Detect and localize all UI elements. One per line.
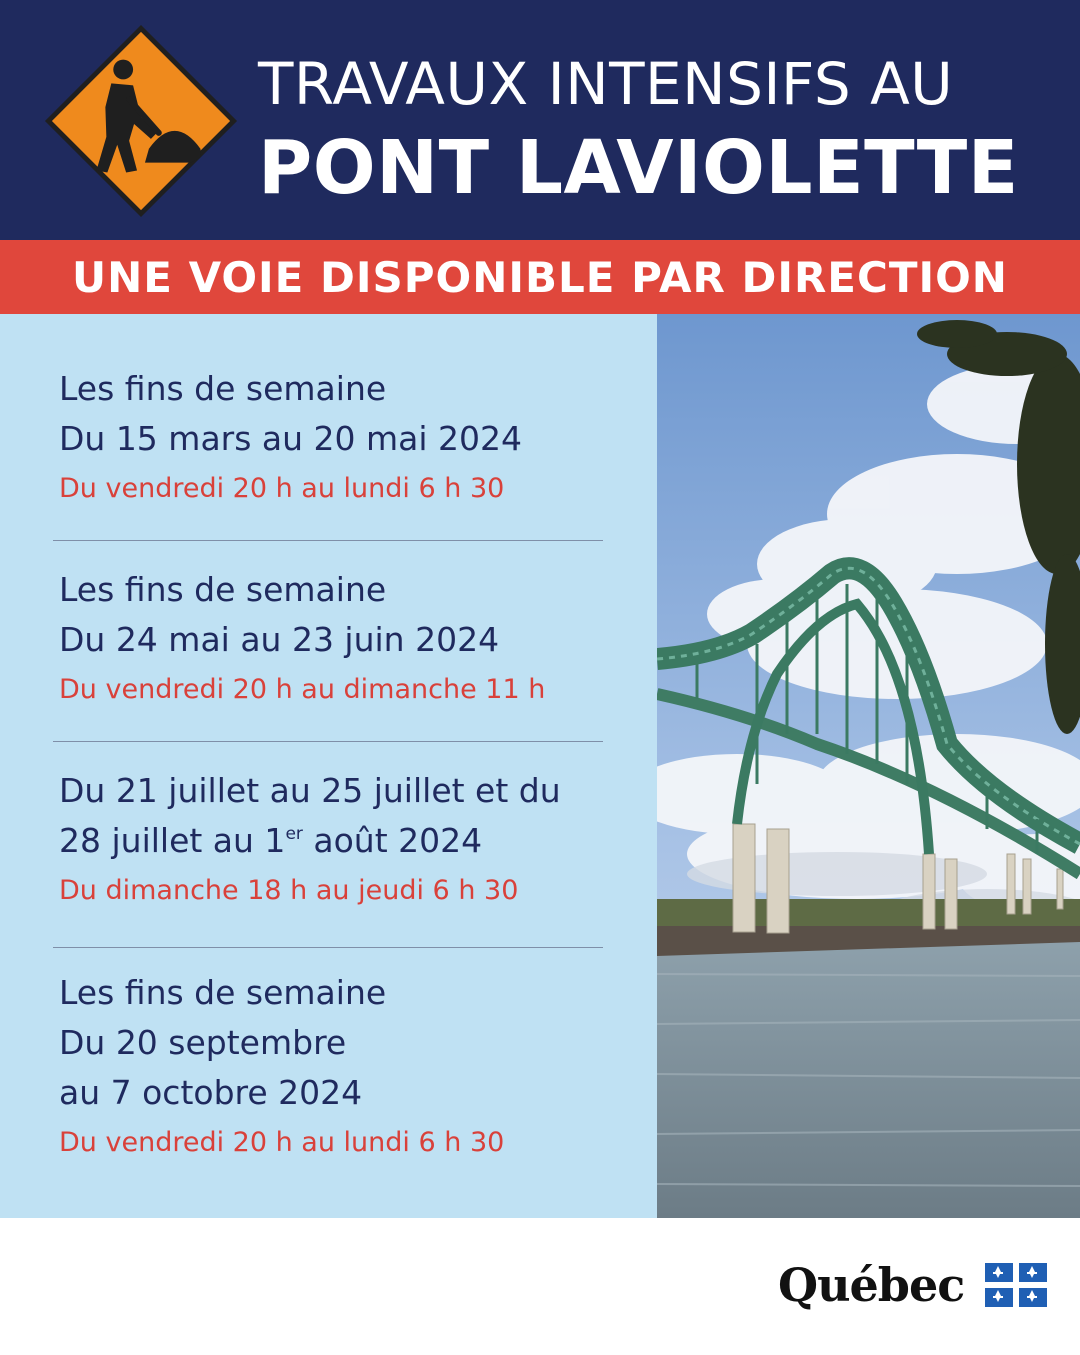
schedule-item-3 [59,766,649,912]
schedule-item-1 [59,364,649,510]
schedule-item-4-line3: au 7 octobre 2024 [59,1073,363,1112]
divider [53,741,603,742]
schedule-panel [0,314,657,1218]
schedule-item-4-line2: Du 20 septembre [59,1023,347,1062]
quebec-flag-icon [985,1263,1047,1307]
banner-text: UNE VOIE DISPONIBLE PAR DIRECTION [72,253,1008,302]
schedule-item-3-line2-post: août 2024 [302,821,483,860]
schedule-item-1-line2: Du 15 mars au 20 mai 2024 [59,419,523,458]
banner [0,240,1080,314]
schedule-item-2 [59,565,649,711]
schedule-item-3-line2 [59,816,649,866]
divider [53,540,603,541]
quebec-logo-text: Québec [778,1258,965,1312]
schedule-item-4-line1: Les fins de semaine [59,973,387,1012]
divider [53,947,603,948]
bridge-photo [657,314,1080,1218]
schedule-item-3-line2-pre: 28 juillet au 1 [59,821,286,860]
schedule-item-2-line1: Les fins de semaine [59,570,387,609]
header [0,0,1080,240]
schedule-item-2-line2: Du 24 mai au 23 juin 2024 [59,620,500,659]
schedule-item-2-hours: Du vendredi 20 h au dimanche 11 h [59,674,546,705]
schedule-item-3-hours: Du dimanche 18 h au jeudi 6 h 30 [59,875,519,906]
title-line-2: PONT LAVIOLETTE [258,125,1019,211]
schedule-item-1-line1: Les fins de semaine [59,369,387,408]
schedule-item-3-line1: Du 21 juillet au 25 juillet et du [59,771,561,810]
schedule-item-1-hours: Du vendredi 20 h au lundi 6 h 30 [59,473,505,504]
title-line-1: TRAVAUX INTENSIFS AU [258,50,954,118]
schedule-item-4 [59,968,649,1164]
bridge-illustration [657,314,1080,1218]
superscript: er [285,824,303,844]
schedule-item-4-hours: Du vendredi 20 h au lundi 6 h 30 [59,1127,505,1158]
roadwork-sign-icon [42,22,240,220]
